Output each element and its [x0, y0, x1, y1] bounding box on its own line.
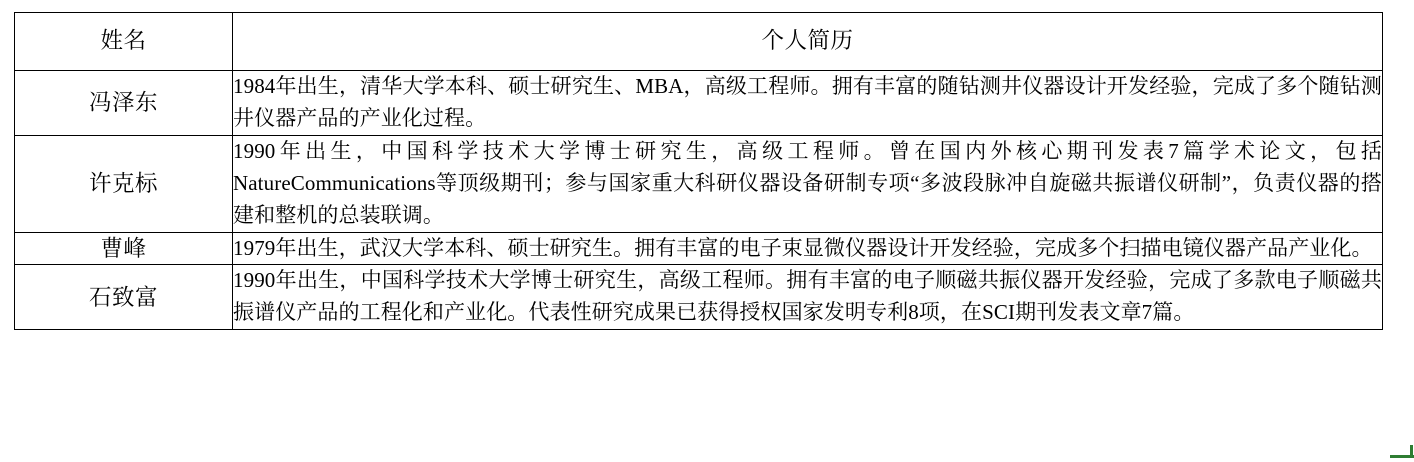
cell-bio: 1990年出生，中国科学技术大学博士研究生，高级工程师。拥有丰富的电子顺磁共振仪器开发经验，完成了多款电子顺磁共振谱仪产品的工程化和产业化。代表性研究成果已获得授权国家发明专利8项，在SCI期刊发表文章7篇。 [233, 265, 1383, 330]
column-header-name: 姓名 [15, 13, 233, 71]
cell-bio: 1979年出生，武汉大学本科、硕士研究生。拥有丰富的电子束显微仪器设计开发经验，完成多个扫描电镜仪器产品产业化。 [233, 232, 1383, 265]
cell-name: 石致富 [15, 265, 233, 330]
page-edge-marker-vertical [1410, 445, 1413, 455]
cell-name: 冯泽东 [15, 71, 233, 136]
cell-bio: 1984年出生，清华大学本科、硕士研究生、MBA，高级工程师。拥有丰富的随钻测井仪器设计开发经验，完成了多个随钻测井仪器产品的产业化过程。 [233, 71, 1383, 136]
column-header-bio: 个人简历 [233, 13, 1383, 71]
personnel-profile-table [14, 12, 1383, 330]
page-edge-marker [1390, 455, 1414, 458]
table-row [15, 265, 1383, 330]
cell-name: 许克标 [15, 135, 233, 232]
cell-bio: 1990年出生，中国科学技术大学博士研究生，高级工程师。曾在国内外核心期刊发表7篇学术论文，包括NatureCommunications等顶级期刊；参与国家重大科研仪器设备研制专项“多波段脉冲自旋磁共振谱仪研制”，负责仪器的搭建和整机的总装联调。 [233, 135, 1383, 232]
table-header-row [15, 13, 1383, 71]
table-row [15, 135, 1383, 232]
table-row [15, 71, 1383, 136]
cell-name: 曹峰 [15, 232, 233, 265]
table-row [15, 232, 1383, 265]
